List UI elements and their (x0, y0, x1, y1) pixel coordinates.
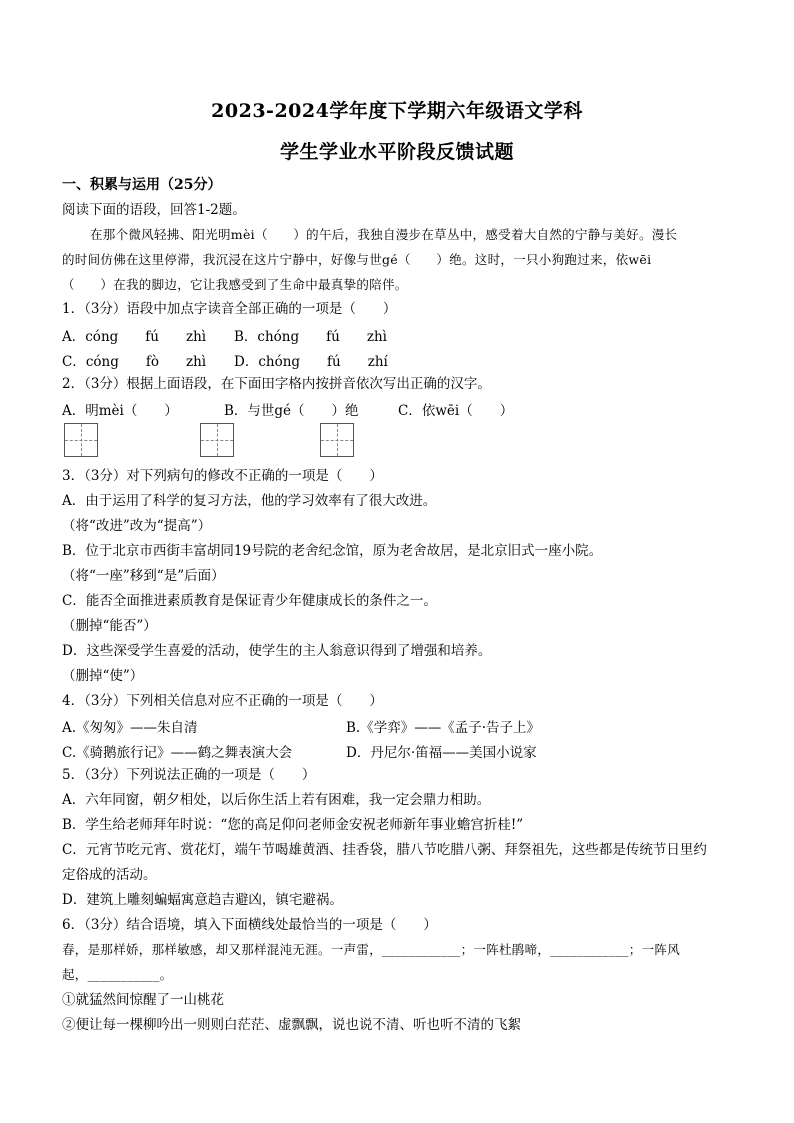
q5-stem: 5．（3分）下列说法正确的一项是（ ） (62, 767, 316, 783)
q3-option-c-fix: （删掉“能否”） (62, 618, 157, 634)
q2-item-c: C．依wēi（ ） (398, 403, 514, 419)
q3-option-a-fix: （将“改进”改为“提高”） (62, 518, 212, 534)
reading-instruction: 阅读下面的语段，回答1-2题。 (62, 202, 246, 218)
page-title: 2023-2024学年度下学期六年级语文学科 (211, 100, 583, 122)
q3-option-c[interactable]: C．能否全面推进素质教育是保证青少年健康成长的条件之一。 (62, 593, 437, 609)
q6-text-line-2: 起，___________。 (62, 967, 173, 982)
q5-option-c-line-2: 定俗成的活动。 (62, 867, 157, 883)
q1-option-c[interactable]: C．cóng fò zhì (62, 354, 207, 370)
q2-stem: 2．（3分）根据上面语段，在下面田字格内按拼音依次写出正确的汉字。 (62, 376, 491, 392)
page-subtitle: 学生学业水平阶段反馈试题 (279, 141, 514, 163)
q5-option-c-line-1[interactable]: C．元宵节吃元宵、赏花灯，端午节喝雄黄酒、挂香袋，腊八节吃腊八粥、拜祭祖先，这些都是传统节日里约 (62, 842, 707, 858)
q4-option-a[interactable]: A.《匆匆》——朱自清 (62, 720, 198, 736)
q6-stem: 6．（3分）结合语境，填入下面横线处最恰当的一项是（ ） (62, 917, 437, 933)
tianzige-box-a[interactable] (64, 423, 98, 457)
passage-line-3: （ ）在我的脚边，它让我感受到了生命中最真挚的陪伴。 (62, 277, 408, 292)
q1-stem: 1．（3分）语段中加点字读音全部正确的一项是（ ） (62, 301, 397, 317)
q4-option-b[interactable]: B.《学弈》——《孟子·告子上》 (346, 720, 541, 736)
q3-option-a[interactable]: A．由于运用了科学的复习方法，他的学习效率有了很大改进。 (62, 493, 437, 509)
q3-option-d[interactable]: D．这些深受学生喜爱的活动，使学生的主人翁意识得到了增强和培养。 (62, 643, 492, 659)
q5-option-b[interactable]: B．学生给老师拜年时说：“您的高足仰问老师金安祝老师新年事业蟾宫折桂!” (62, 817, 524, 833)
q5-option-a[interactable]: A．六年同窗，朝夕相处，以后你生活上若有困难，我一定会鼎力相助。 (62, 792, 491, 808)
q3-stem: 3．（3分）对下列病句的修改不正确的一项是（ ） (62, 468, 383, 484)
q2-item-a: A．明mèi（ ） (62, 403, 178, 419)
q3-option-d-fix: （删掉“使”） (62, 668, 144, 684)
q1-option-d[interactable]: D．chóng fú zhí (234, 354, 388, 370)
q1-option-a[interactable]: A．cóng fú zhì (62, 329, 207, 345)
q5-option-d[interactable]: D．建筑上雕刻蝙蝠寓意趋吉避凶，镇宅避祸。 (62, 892, 343, 908)
q6-option-1: ①就猛然间惊醒了一山桃花 (62, 992, 224, 1008)
q3-option-b-fix: （将“一座”移到“是”后面） (62, 568, 225, 584)
q1-option-b[interactable]: B．chóng fú zhì (234, 329, 387, 345)
section-heading: 一、积累与运用（25分） (62, 177, 222, 193)
q2-item-b: B．与世gé（ ）绝 (224, 403, 359, 419)
q3-option-b[interactable]: B．位于北京市西街丰富胡同19号院的老舍纪念馆，原为老舍故居，是北京旧式一座小院。 (62, 543, 603, 559)
q4-option-d[interactable]: D．丹尼尔·笛福——美国小说家 (346, 745, 537, 761)
passage-line-1: 在那个微风轻拂、阳光明mèi（ ）的午后，我独自漫步在草丛中，感受着大自然的宁静与美好。漫长 (90, 227, 678, 242)
passage-line-2: 的时间仿佛在这里停滞，我沉浸在这片宁静中，好像与世gé（ ）绝。这时，一只小狗跑过来，依wēi (62, 252, 652, 267)
q6-option-2: ②便让每一棵柳吟出一则则白茫茫、虚飘飘，说也说不清、听也听不清的飞絮 (62, 1017, 521, 1033)
tianzige-box-c[interactable] (320, 423, 354, 457)
q4-option-c[interactable]: C.《骑鹅旅行记》——鹤之舞表演大会 (62, 745, 293, 761)
q6-text-line-1: 春，是那样娇，那样敏感，却又那样混沌无涯。一声雷，____________；一阵杜鹃啼，____________；一阵风 (62, 942, 681, 957)
q4-stem: 4．（3分）下列相关信息对应不正确的一项是（ ） (62, 693, 383, 709)
tianzige-box-b[interactable] (200, 423, 234, 457)
